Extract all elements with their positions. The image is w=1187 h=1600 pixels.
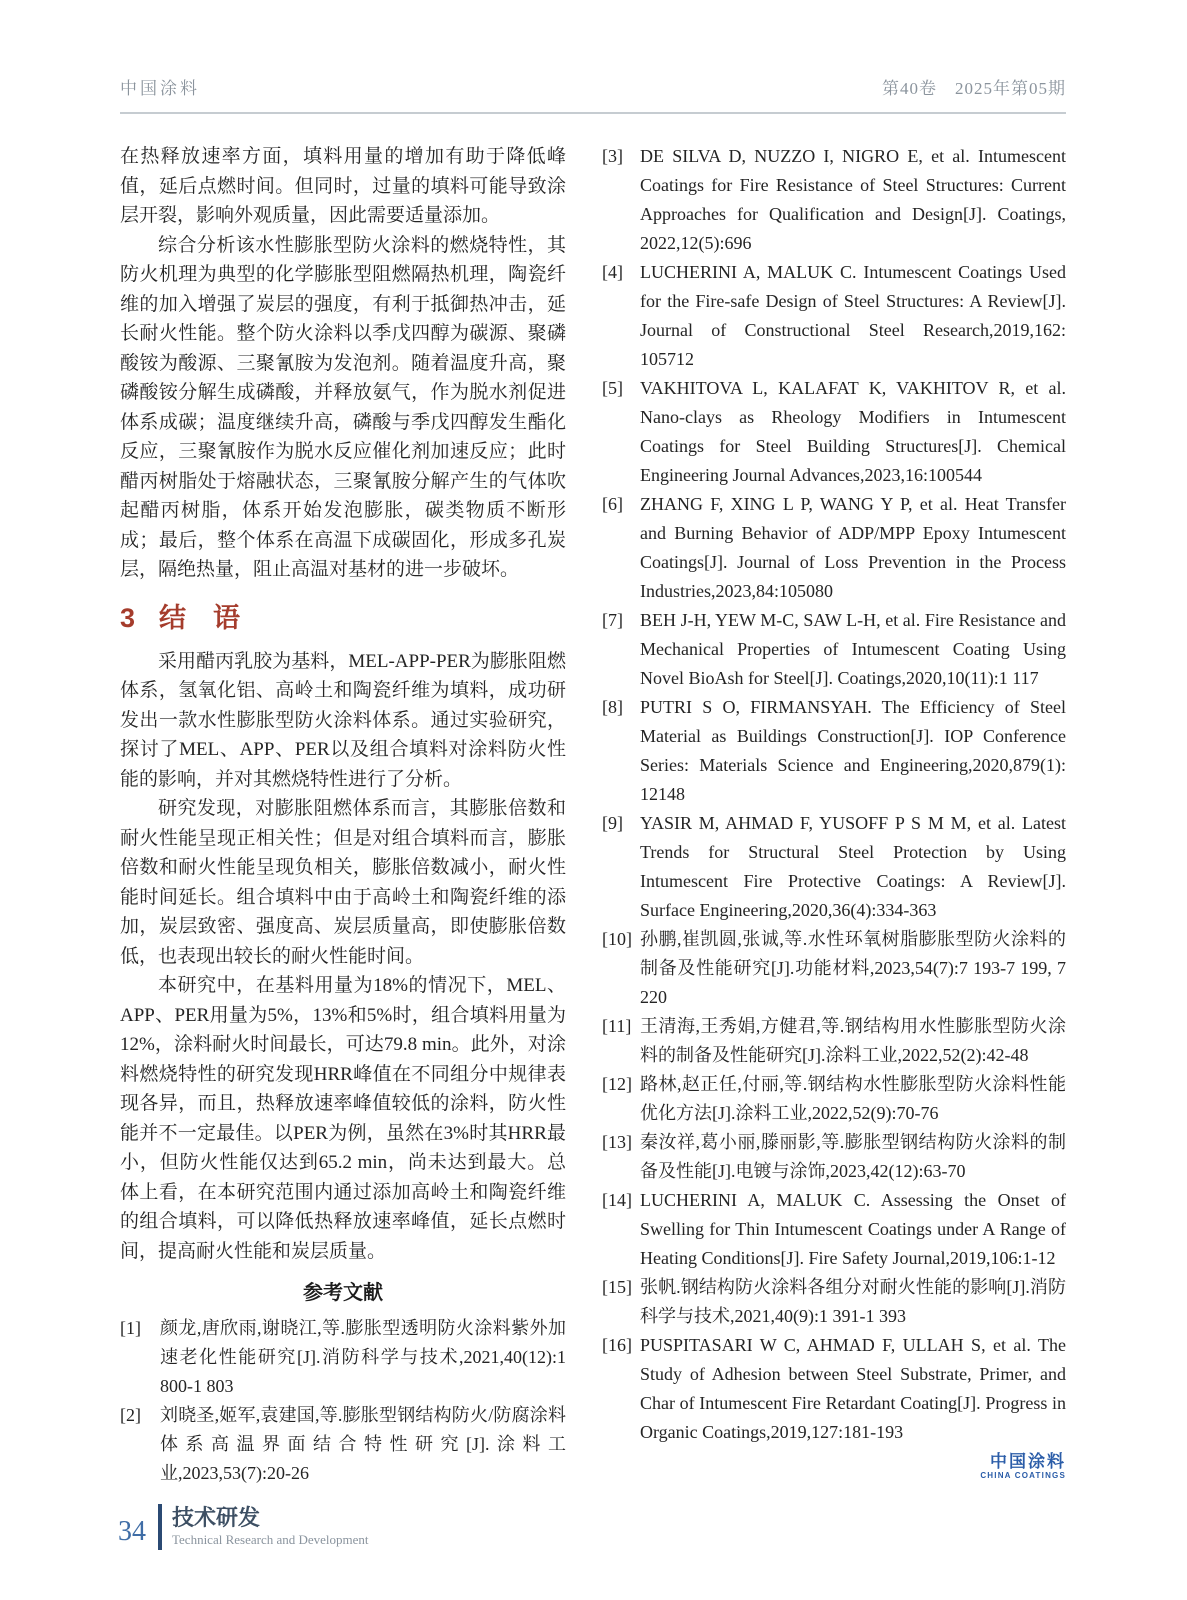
reference-number: [14] xyxy=(602,1190,632,1210)
reference-text: PUSPITASARI W C, AHMAD F, ULLAH S, et al. The Study of Adhesion between Steel Substrate, Primer, and Char of Intumescent Fire Retardant Coating[J]. Progress in Organic Coatings,2019,127:181-193 xyxy=(640,1335,1066,1442)
reference-text: BEH J-H, YEW M-C, SAW L-H, et al. Fire Resistance and Mechanical Properties of Intumescent Coating Using Novel BioAsh for Steel[J]. Coatings,2020,10(11):1 117 xyxy=(640,610,1066,688)
volume-issue: 第40卷 2025年第05期 xyxy=(882,79,1066,98)
page-footer xyxy=(118,1504,369,1550)
reference-item xyxy=(602,490,1066,606)
reference-item xyxy=(120,1401,566,1488)
logo-chinese-name: 中国涂料 xyxy=(990,1452,1066,1471)
page-header xyxy=(120,74,1066,114)
reference-item xyxy=(602,1186,1066,1273)
reference-item xyxy=(602,1012,1066,1070)
reference-item xyxy=(602,142,1066,258)
body-paragraph: 在热释放速率方面，填料用量的增加有助于降低峰值，延后点燃时间。但同时，过量的填料可能导致涂层开裂，影响外观质量，因此需要适量添加。 xyxy=(120,146,566,226)
reference-item xyxy=(602,1331,1066,1447)
reference-item xyxy=(602,606,1066,693)
reference-number: [9] xyxy=(602,813,623,833)
page-number: 34 xyxy=(118,1516,146,1547)
references-heading: 参考文献 xyxy=(303,1282,383,1304)
reference-text: LUCHERINI A, MALUK C. Intumescent Coatings Used for the Fire-safe Design of Steel Structures: A Review[J]. Journal of Constructional Steel Research,2019,162: 105712 xyxy=(640,262,1066,369)
reference-text: 孙鹏,崔凯圆,张诚,等.水性环氧树脂膨胀型防火涂料的制备及性能研究[J].功能材料,2023,54(7):7 193-7 199, 7 220 xyxy=(640,929,1066,1007)
reference-item xyxy=(602,925,1066,1012)
reference-item xyxy=(602,693,1066,809)
footer-section-chinese: 技术研发 xyxy=(172,1505,261,1530)
reference-text: 路林,赵正任,付丽,等.钢结构水性膨胀型防火涂料性能优化方法[J].涂料工业,2022,52(9):70-76 xyxy=(640,1074,1066,1123)
reference-number: [1] xyxy=(120,1318,141,1338)
reference-item xyxy=(602,1070,1066,1128)
body-paragraph: 综合分析该水性膨胀型防火涂料的燃烧特性，其防火机理为典型的化学膨胀型阻燃隔热机理，陶瓷纤维的加入增强了炭层的强度，有利于抵御热冲击，延长耐火性能。整个防火涂料以季戊四醇为碳源、聚磷酸铵为酸源、三聚氰胺为发泡剂。随着温度升高，聚磷酸铵分解生成磷酸，并释放氨气，作为脱水剂促进体系成碳；温度继续升高，磷酸与季戊四醇发生酯化反应，三聚氰胺作为脱水反应催化剂加速反应；此时醋丙树脂处于熔融状态，三聚氰胺分解产生的气体吹起醋丙树脂，体系开始发泡膨胀，碳类物质不断形成；最后，整个体系在高温下成碳固化，形成多孔炭层，隔绝热量，阻止高温对基材的进一步破坏。 xyxy=(120,234,566,580)
reference-number: [3] xyxy=(602,146,623,166)
reference-item xyxy=(602,258,1066,374)
reference-number: [7] xyxy=(602,610,623,630)
reference-text: 颜龙,唐欣雨,谢晓江,等.膨胀型透明防火涂料紫外加速老化性能研究[J].消防科学与技术,2021,40(12):1 800-1 803 xyxy=(160,1318,566,1396)
reference-text: 张帆.钢结构防火涂料各组分对耐火性能的影响[J].消防科学与技术,2021,40(9):1 391-1 393 xyxy=(640,1277,1066,1326)
reference-item xyxy=(602,374,1066,490)
reference-text: LUCHERINI A, MALUK C. Assessing the Onset of Swelling for Thin Intumescent Coatings under A Range of Heating Conditions[J]. Fire Safety Journal,2019,106:1-12 xyxy=(640,1190,1066,1268)
reference-number: [5] xyxy=(602,378,623,398)
china-coatings-logo xyxy=(602,1453,1066,1480)
reference-number: [16] xyxy=(602,1335,632,1355)
reference-item xyxy=(602,1273,1066,1331)
section-number: 3 xyxy=(120,602,136,633)
reference-number: [15] xyxy=(602,1277,632,1297)
conclusion-paragraph: 采用醋丙乳胶为基料，MEL-APP-PER为膨胀阻燃体系，氢氧化铝、高岭土和陶瓷纤维为填料，成功研发出一款水性膨胀型防火涂料体系。通过实验研究，探讨了MEL、APP、PER以及组合填料对涂料防火性能的影响，并对其燃烧特性进行了分析。 xyxy=(120,650,566,790)
reference-number: [8] xyxy=(602,697,623,717)
reference-number: [10] xyxy=(602,929,632,949)
right-column xyxy=(602,142,1066,1488)
section-title: 结 语 xyxy=(159,602,241,633)
conclusion-paragraph: 研究发现，对膨胀阻燃体系而言，其膨胀倍数和耐火性能呈现正相关性；但是对组合填料而言，膨胀倍数和耐火性能呈现负相关，膨胀倍数减小，耐火性能时间延长。组合填料中由于高岭土和陶瓷纤维的添加，炭层致密、强度高、炭层质量高，即使膨胀倍数低，也表现出较长的耐火性能时间。 xyxy=(120,798,566,967)
footer-divider-bar xyxy=(158,1504,162,1550)
reference-text: 刘晓圣,姬军,袁建国,等.膨胀型钢结构防火/防腐涂料体系高温界面结合特性研究[J].涂料工业,2023,53(7):20-26 xyxy=(160,1405,566,1483)
reference-number: [4] xyxy=(602,262,623,282)
reference-item xyxy=(602,809,1066,925)
logo-english-name: CHINA COATINGS xyxy=(980,1470,1066,1480)
reference-item xyxy=(602,1128,1066,1186)
reference-number: [12] xyxy=(602,1074,632,1094)
reference-text: 秦汝祥,葛小丽,滕丽影,等.膨胀型钢结构防火涂料的制备及性能[J].电镀与涂饰,2023,42(12):63-70 xyxy=(640,1132,1066,1181)
reference-number: [11] xyxy=(602,1016,632,1036)
reference-text: ZHANG F, XING L P, WANG Y P, et al. Heat Transfer and Burning Behavior of ADP/MPP Epoxy Intumescent Coatings[J]. Journal of Loss Prevention in the Process Industries,2023,84:105080 xyxy=(640,494,1066,601)
reference-text: PUTRI S O, FIRMANSYAH. The Efficiency of Steel Material as Buildings Construction[J]. IOP Conference Series: Materials Science and Engineering,2020,879(1): 12148 xyxy=(640,697,1066,804)
reference-number: [6] xyxy=(602,494,623,514)
section-heading-conclusion xyxy=(120,601,566,635)
reference-text: DE SILVA D, NUZZO I, NIGRO E, et al. Intumescent Coatings for Fire Resistance of Steel Structures: Current Approaches for Qualification and Design[J]. Coatings, 2022,12(5):696 xyxy=(640,146,1066,253)
content-columns xyxy=(120,142,1066,1488)
conclusion-paragraph: 本研究中，在基料用量为18%的情况下，MEL、APP、PER用量为5%，13%和5%时，组合填料用量为12%，涂料耐火时间最长，可达79.8 min。此外，对涂料燃烧特性的研究发现HRR峰值在不同组分中规律表现各异，而且，热释放速率峰值较低的涂料，防火性能并不一定最佳。以PER为例，虽然在3%时其HRR最小，但防火性能仅达到65.2 min，尚未达到最大。总体上看，在本研究范围内通过添加高岭土和陶瓷纤维的组合填料，可以降低热释放速率峰值，延长点燃时间，提高耐火性能和炭层质量。 xyxy=(120,975,566,1262)
reference-text: VAKHITOVA L, KALAFAT K, VAKHITOV R, et al. Nano-clays as Rheology Modifiers in Intumescent Coatings for Steel Building Structures[J]. Chemical Engineering Journal Advances,2023,16:100544 xyxy=(640,378,1066,485)
reference-number: [2] xyxy=(120,1405,141,1425)
footer-section-english: Technical Research and Development xyxy=(172,1532,369,1547)
left-column xyxy=(120,142,566,1488)
reference-text: YASIR M, AHMAD F, YUSOFF P S M M, et al. Latest Trends for Structural Steel Protection by Using Intumescent Fire Protective Coatings: A Review[J]. Surface Engineering,2020,36(4):334-363 xyxy=(640,813,1066,920)
footer-section-label xyxy=(172,1505,369,1549)
reference-number: [13] xyxy=(602,1132,632,1152)
reference-text: 王清海,王秀娟,方健君,等.钢结构用水性膨胀型防火涂料的制备及性能研究[J].涂料工业,2022,52(2):42-48 xyxy=(640,1016,1066,1065)
journal-name: 中国涂料 xyxy=(120,79,200,98)
reference-item xyxy=(120,1314,566,1401)
